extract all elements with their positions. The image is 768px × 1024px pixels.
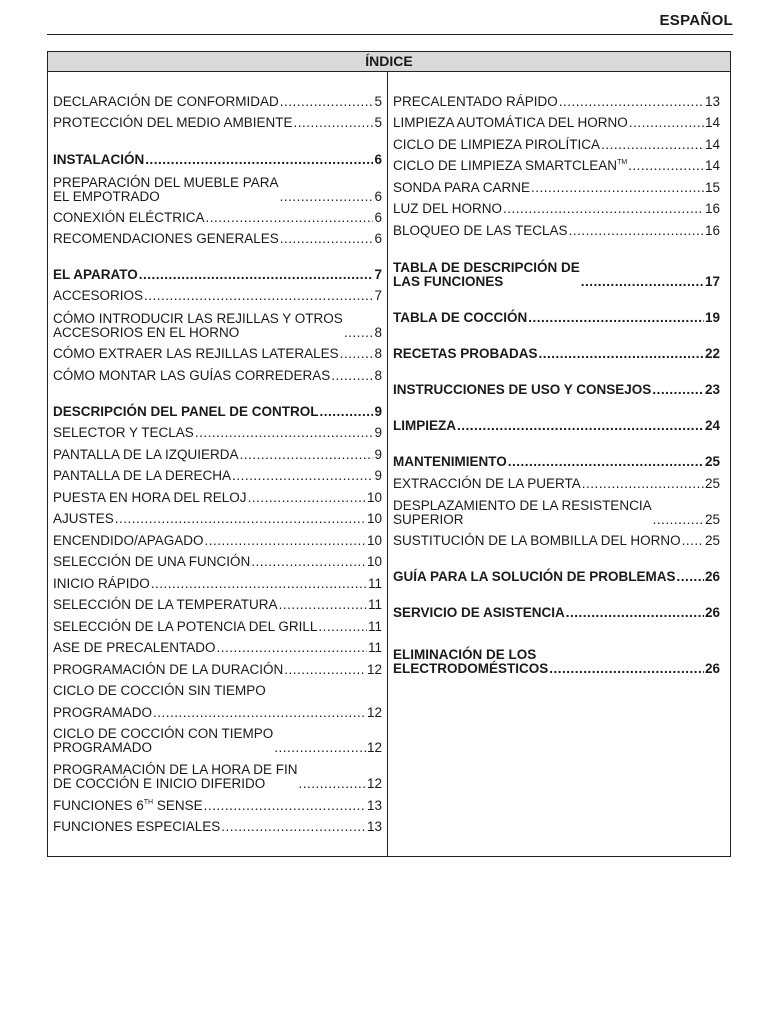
index-entry xyxy=(53,555,382,569)
leader-dots xyxy=(582,477,704,491)
leader-dots xyxy=(601,138,704,152)
index-entry xyxy=(53,469,382,483)
entry-title-line: ENCENDIDO/APAGADO xyxy=(53,533,204,548)
leader-dots xyxy=(531,181,704,195)
entry-title xyxy=(393,534,681,548)
index-entry xyxy=(393,534,720,548)
leader-dots xyxy=(581,275,704,289)
page-number: 8 xyxy=(374,325,382,340)
page-number: 11 xyxy=(367,619,382,634)
index-entry xyxy=(53,347,382,361)
entry-title xyxy=(53,469,231,483)
entry-title xyxy=(393,181,530,195)
entry-title xyxy=(53,820,220,834)
entry-title xyxy=(53,663,283,677)
index-section-entry xyxy=(393,570,720,584)
entry-title xyxy=(53,448,239,462)
leader-dots xyxy=(280,95,374,109)
leader-dots xyxy=(151,577,367,591)
entry-title-line: CÓMO INTRODUCIR LAS REJILLAS Y OTROS xyxy=(53,311,343,326)
page-number: 16 xyxy=(704,223,720,238)
page-number: 12 xyxy=(366,740,382,755)
entry-title xyxy=(393,383,651,397)
index-entry xyxy=(53,706,382,720)
page-number: 5 xyxy=(374,94,382,109)
index-entry xyxy=(53,116,382,130)
index-entry xyxy=(393,181,720,195)
leader-dots xyxy=(280,190,374,204)
entry-title xyxy=(53,491,247,505)
entry-title-line: CÓMO EXTRAER LAS REJILLAS LATERALES xyxy=(53,346,339,361)
entry-title-line: FUNCIONES ESPECIALES xyxy=(53,819,221,834)
page-number: 26 xyxy=(704,661,720,676)
index-entry xyxy=(53,641,382,655)
entry-title xyxy=(53,211,205,225)
page-number: 12 xyxy=(366,662,382,677)
leader-dots xyxy=(115,512,366,526)
index-entry xyxy=(53,577,382,591)
entry-title xyxy=(53,116,293,130)
page-number: 19 xyxy=(704,310,720,325)
entry-title xyxy=(393,477,581,491)
entry-title xyxy=(53,426,194,440)
entry-title-line: PROTECCIÓN DEL MEDIO AMBIENTE xyxy=(53,115,293,130)
leader-dots xyxy=(279,598,367,612)
page-number: 8 xyxy=(374,368,382,383)
entry-title-line: SELECCIÓN DE UNA FUNCIÓN xyxy=(53,554,251,569)
index-entry xyxy=(53,598,382,612)
entry-title-line: PROGRAMACIÓN DE LA DURACIÓN xyxy=(53,662,284,677)
entry-title-line: ELECTRODOMÉSTICOS xyxy=(393,661,549,676)
page-number: 13 xyxy=(704,94,720,109)
index-section-entry xyxy=(53,405,382,419)
index-entry xyxy=(393,95,720,109)
entry-title-line: SUPERIOR xyxy=(393,512,464,527)
leader-dots xyxy=(280,232,374,246)
page-number: 7 xyxy=(374,267,382,282)
entry-title-line: DESPLAZAMIENTO DE LA RESISTENCIA xyxy=(393,498,652,513)
index-entry xyxy=(53,620,382,634)
index-entry xyxy=(393,224,720,238)
index-entry xyxy=(393,202,720,216)
leader-dots xyxy=(144,289,373,303)
entry-title xyxy=(53,95,279,109)
entry-title xyxy=(53,684,266,698)
entry-title-line: INSTRUCCIONES DE USO Y CONSEJOS xyxy=(393,382,652,397)
index-entry xyxy=(53,512,382,526)
page-number: 14 xyxy=(704,115,720,130)
page-number: 25 xyxy=(704,476,720,491)
entry-title-line: CÓMO MONTAR LAS GUÍAS CORREDERAS xyxy=(53,368,331,383)
entry-title-line: EL EMPOTRADO xyxy=(53,189,160,204)
entry-title-line: CICLO DE LIMPIEZA SMARTCLEAN™ xyxy=(393,158,628,173)
entry-title-line: MANTENIMIENTO xyxy=(393,454,507,469)
entry-title xyxy=(393,570,676,584)
entry-title-line: FUNCIONES 6TH SENSE xyxy=(53,798,203,813)
entry-title-line: PANTALLA DE LA IZQUIERDA xyxy=(53,447,239,462)
entry-title-line: INSTALACIÓN xyxy=(53,152,145,167)
page-number: 13 xyxy=(366,798,382,813)
entry-title xyxy=(53,512,114,526)
entry-title xyxy=(53,641,216,655)
page-number: 10 xyxy=(366,533,382,548)
entry-title-line: CICLO DE COCCIÓN CON TIEMPO xyxy=(53,726,274,741)
entry-title xyxy=(53,727,273,755)
leader-dots xyxy=(221,820,366,834)
index-section-entry xyxy=(393,419,720,433)
entry-title-line: RECETAS PROBADAS xyxy=(393,346,538,361)
page-number: 12 xyxy=(366,705,382,720)
page-number: 10 xyxy=(366,554,382,569)
index-entry xyxy=(53,289,382,303)
page-number: 26 xyxy=(704,605,720,620)
entry-title xyxy=(53,369,330,383)
entry-title xyxy=(53,347,339,361)
leader-dots xyxy=(652,383,704,397)
leader-dots xyxy=(204,799,366,813)
index-section-entry xyxy=(53,153,382,167)
page-number: 9 xyxy=(374,404,382,419)
entry-title xyxy=(393,648,548,676)
index-entry xyxy=(53,211,382,225)
entry-title-line: PROGRAMACIÓN DE LA HORA DE FIN xyxy=(53,762,298,777)
entry-title xyxy=(393,116,628,130)
index-title: ÍNDICE xyxy=(48,52,730,72)
leader-dots xyxy=(539,347,704,361)
page-number: 6 xyxy=(374,152,382,167)
entry-title xyxy=(393,455,507,469)
page-number: 13 xyxy=(366,819,382,834)
leader-dots xyxy=(299,777,366,791)
entry-title xyxy=(53,268,138,282)
index-entry xyxy=(53,799,382,813)
index-entry xyxy=(53,312,382,340)
leader-dots xyxy=(682,534,704,548)
index-entry xyxy=(53,232,382,246)
leader-dots xyxy=(677,570,704,584)
index-entry xyxy=(53,491,382,505)
leader-dots xyxy=(503,202,704,216)
entry-title xyxy=(53,620,317,634)
leader-dots xyxy=(629,116,704,130)
entry-title xyxy=(393,159,627,173)
page-number: 11 xyxy=(367,597,382,612)
leader-dots xyxy=(549,662,704,676)
entry-title xyxy=(393,202,502,216)
entry-title xyxy=(393,95,558,109)
page-number: 25 xyxy=(704,512,720,527)
entry-title xyxy=(53,176,279,204)
leader-dots xyxy=(653,513,704,527)
page-number: 11 xyxy=(367,576,382,591)
page-number: 7 xyxy=(374,288,382,303)
entry-title-line: PREPARACIÓN DEL MUEBLE PARA xyxy=(53,175,279,190)
entry-title-line: DE COCCIÓN E INICIO DIFERIDO xyxy=(53,776,266,791)
entry-title xyxy=(53,799,203,813)
entry-title-line: PUESTA EN HORA DEL RELOJ xyxy=(53,490,247,505)
leader-dots xyxy=(153,706,366,720)
page-number: 6 xyxy=(374,210,382,225)
entry-title xyxy=(53,232,279,246)
index-entry xyxy=(53,663,382,677)
index-right-column xyxy=(388,72,730,856)
page-number: 17 xyxy=(704,274,720,289)
entry-title-line: EXTRACCIÓN DE LA PUERTA xyxy=(393,476,581,491)
entry-title-line: DESCRIPCIÓN DEL PANEL DE CONTROL xyxy=(53,404,319,419)
entry-title-line: SELECCIÓN DE LA TEMPERATURA xyxy=(53,597,278,612)
index-section-entry xyxy=(393,311,720,325)
index-entry xyxy=(53,448,382,462)
entry-title-line: SERVICIO DE ASISTENCIA xyxy=(393,605,565,620)
entry-title xyxy=(393,606,565,620)
leader-dots xyxy=(284,663,366,677)
index-entry xyxy=(393,477,720,491)
leader-dots xyxy=(251,555,366,569)
entry-title-line: PRECALENTADO RÁPIDO xyxy=(393,94,558,109)
page-number: 6 xyxy=(374,189,382,204)
entry-title xyxy=(53,405,319,419)
entry-title-line: ACCESORIOS xyxy=(53,288,144,303)
entry-title-line: LUZ DEL HORNO xyxy=(393,201,503,216)
entry-title-line: SELECTOR Y TECLAS xyxy=(53,425,194,440)
index-entry xyxy=(53,426,382,440)
leader-dots xyxy=(205,534,366,548)
entry-title-line: ASE DE PRECALENTADO xyxy=(53,640,216,655)
leader-dots xyxy=(320,405,374,419)
leader-dots xyxy=(528,311,704,325)
entry-title xyxy=(53,598,278,612)
page-number: 9 xyxy=(374,447,382,462)
page-number: 14 xyxy=(704,137,720,152)
leader-dots xyxy=(566,606,704,620)
index-section-entry xyxy=(393,648,720,676)
leader-dots xyxy=(206,211,374,225)
entry-title xyxy=(53,289,143,303)
entry-title-line: PROGRAMADO xyxy=(53,705,153,720)
entry-title-line: AJUSTES xyxy=(53,511,114,526)
entry-title-line: RECOMENDACIONES GENERALES xyxy=(53,231,279,246)
entry-title-line: INICIO RÁPIDO xyxy=(53,576,150,591)
entry-title xyxy=(393,261,580,289)
entry-title xyxy=(53,312,343,340)
index-section-entry xyxy=(393,455,720,469)
index-section-entry xyxy=(53,268,382,282)
index-entry xyxy=(53,763,382,791)
leader-dots xyxy=(508,455,704,469)
leader-dots xyxy=(559,95,704,109)
page-number: 11 xyxy=(367,640,382,655)
page-number: 23 xyxy=(704,382,720,397)
entry-title-line: PANTALLA DE LA DERECHA xyxy=(53,468,232,483)
page-number: 22 xyxy=(704,346,720,361)
index-section-entry xyxy=(393,606,720,620)
index-entry xyxy=(53,684,382,698)
page-number: 25 xyxy=(704,454,720,469)
leader-dots xyxy=(139,268,374,282)
leader-dots xyxy=(217,641,367,655)
entry-title-line: CICLO DE LIMPIEZA PIROLÍTICA xyxy=(393,137,601,152)
page-number: 10 xyxy=(366,490,382,505)
entry-title xyxy=(53,577,150,591)
index-section-entry xyxy=(393,347,720,361)
page-number: 26 xyxy=(704,569,720,584)
page-number: 14 xyxy=(704,158,720,173)
leader-dots xyxy=(274,741,366,755)
page-number: 24 xyxy=(704,418,720,433)
entry-title-line: LIMPIEZA AUTOMÁTICA DEL HORNO xyxy=(393,115,628,130)
entry-title-line: CONEXIÓN ELÉCTRICA xyxy=(53,210,205,225)
index-section-entry xyxy=(393,383,720,397)
leader-dots xyxy=(344,326,374,340)
entry-title-line: SELECCIÓN DE LA POTENCIA DEL GRILL xyxy=(53,619,318,634)
page-number: 15 xyxy=(704,180,720,195)
index-section-entry xyxy=(393,261,720,289)
entry-title-line: LAS FUNCIONES xyxy=(393,274,504,289)
superscript: TM xyxy=(617,159,628,166)
page-number: 6 xyxy=(374,231,382,246)
index-entry xyxy=(393,159,720,173)
leader-dots xyxy=(340,347,374,361)
entry-title-line: SUSTITUCIÓN DE LA BOMBILLA DEL HORNO xyxy=(393,533,681,548)
entry-title xyxy=(53,555,250,569)
page-number: 8 xyxy=(374,346,382,361)
index-entry xyxy=(393,499,720,527)
index-entry xyxy=(53,534,382,548)
entry-title-line: DECLARACIÓN DE CONFORMIDAD xyxy=(53,94,279,109)
page-number: 25 xyxy=(704,533,720,548)
entry-title xyxy=(393,138,600,152)
entry-title xyxy=(393,311,527,325)
leader-dots xyxy=(457,419,704,433)
index-columns xyxy=(48,72,730,856)
entry-title-line: ELIMINACIÓN DE LOS xyxy=(393,647,537,662)
superscript: TH xyxy=(143,799,154,806)
entry-title-line: CICLO DE COCCIÓN SIN TIEMPO xyxy=(53,683,266,698)
entry-title xyxy=(393,347,538,361)
index-entry xyxy=(53,727,382,755)
leader-dots xyxy=(331,369,373,383)
leader-dots xyxy=(248,491,366,505)
page-number: 5 xyxy=(374,115,382,130)
index-entry xyxy=(393,116,720,130)
entry-title xyxy=(53,153,144,167)
page-number: 10 xyxy=(366,511,382,526)
entry-title-line: TABLA DE DESCRIPCIÓN DE xyxy=(393,260,580,275)
entry-title xyxy=(53,706,152,720)
index-left-column xyxy=(48,72,388,856)
entry-title xyxy=(393,224,568,238)
page-number: 9 xyxy=(374,425,382,440)
leader-dots xyxy=(195,426,374,440)
page-number: 16 xyxy=(704,201,720,216)
language-label: ESPAÑOL xyxy=(659,12,733,29)
index-entry xyxy=(53,176,382,204)
leader-dots xyxy=(240,448,374,462)
index-entry xyxy=(393,138,720,152)
leader-dots xyxy=(569,224,704,238)
entry-title-line: ACCESORIOS EN EL HORNO xyxy=(53,325,240,340)
entry-title-line: LIMPIEZA xyxy=(393,418,456,433)
entry-title xyxy=(53,763,298,791)
leader-dots xyxy=(145,153,373,167)
entry-title-line: BLOQUEO DE LAS TECLAS xyxy=(393,223,568,238)
entry-title-line: TABLA DE COCCIÓN xyxy=(393,310,528,325)
index-entry xyxy=(53,95,382,109)
leader-dots xyxy=(294,116,374,130)
leader-dots xyxy=(318,620,367,634)
leader-dots xyxy=(628,159,704,173)
index-entry xyxy=(53,369,382,383)
page-number: 9 xyxy=(374,468,382,483)
index-box xyxy=(47,51,731,857)
entry-title xyxy=(393,419,456,433)
entry-title-line: GUÍA PARA LA SOLUCIÓN DE PROBLEMAS xyxy=(393,569,676,584)
entry-title xyxy=(53,534,204,548)
index-entry xyxy=(53,820,382,834)
entry-title-line: EL APARATO xyxy=(53,267,138,282)
leader-dots xyxy=(232,469,373,483)
entry-title-line: PROGRAMADO xyxy=(53,740,153,755)
page-number: 12 xyxy=(366,776,382,791)
header-rule xyxy=(47,34,733,35)
entry-title xyxy=(393,499,652,527)
entry-title-line: SONDA PARA CARNE xyxy=(393,180,531,195)
